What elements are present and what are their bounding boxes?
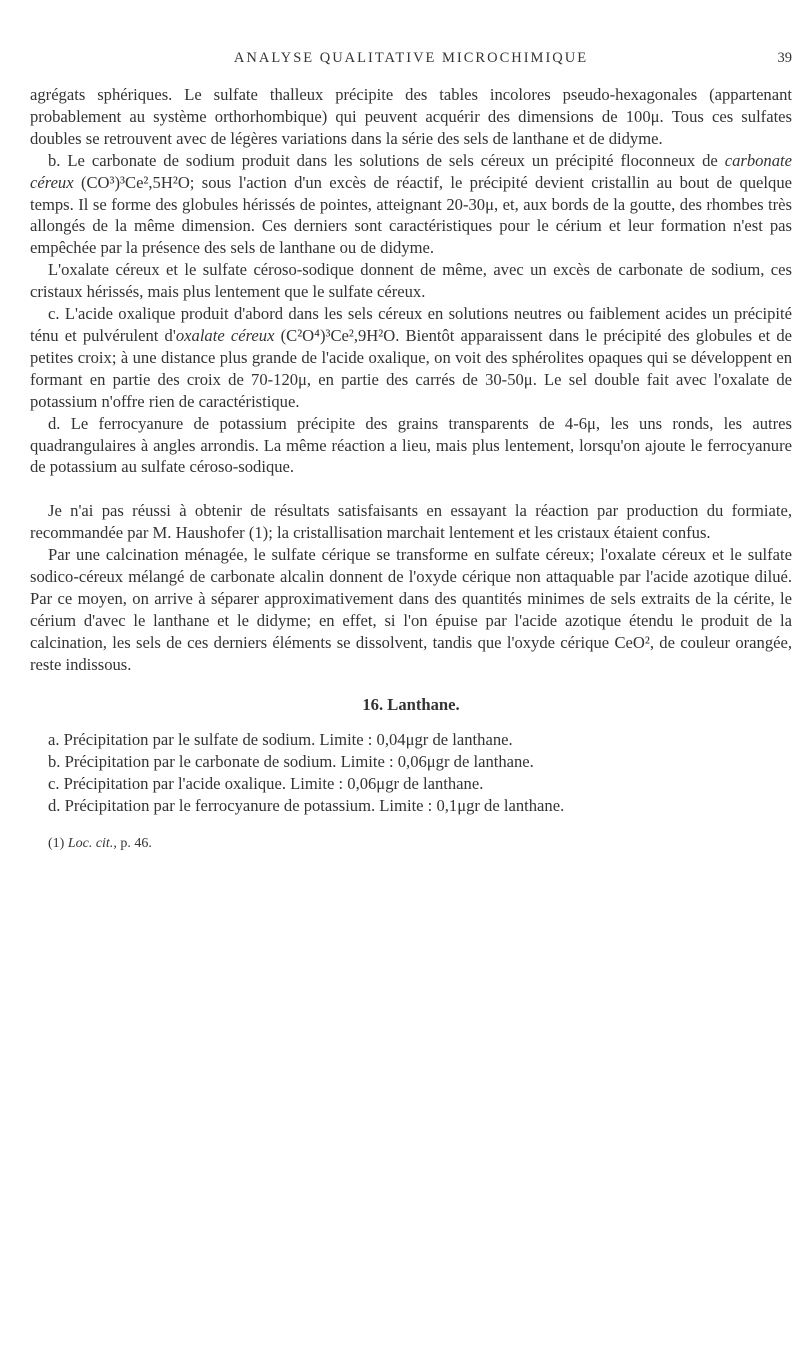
- list-item: c. Précipitation par l'acide oxalique. Limite : 0,06μgr de lanthane.: [48, 774, 484, 794]
- paragraph-text: (CO³)³Ce²,5H²O; sous l'action d'un excès de réactif, le précipité devient cristallin au bout de quelque temps. Il se forme des globules hérissés de pointes, atteignant 20-30μ, et, aux bords de la goutte, des rhombes très allongés de la même dimension. Ces derniers sont caractéristiques pour le cérium et leur formation n'est pas empêchée par la présence des sels de lanthane ou de didyme.: [30, 172, 792, 258]
- page-number: 39: [777, 50, 792, 66]
- paragraph-text: b. Le carbonate de sodium produit dans les solutions de sels céreux un précipité floconneux de: [48, 150, 725, 170]
- paragraph: Par une calcination ménagée, le sulfate cérique se transforme en sulfate céreux; l'oxalate céreux et le sulfate sodico-céreux mélangé de carbonate alcalin donnent de l'oxyde cérique non attaquable par l'acide azotique dilué. Par ce moyen, on arrive à séparer approximativement dans des quantités minimes de sels extraits de la cérite, le cérium d'avec le lanthane et le didyme; en effet, si l'on épuise par l'acide azotique étendu le produit de la calcination, les sels de ces derniers éléments se dissolvent, tandis que l'oxyde cérique CeO², de couleur orangée, reste indissous.: [30, 545, 792, 674]
- paragraph: agrégats sphériques. Le sulfate thalleux précipite des tables incolores pseudo-hexagonales (appartenant probablement au système orthorhombique) qui peuvent acquérir des dimensions de 100μ. Tous ces sulfates doubles se retrouvent avec de légères variations dans la série des sels de lanthane et de didyme.: [30, 85, 792, 148]
- footnote-text: , p. 46.: [113, 836, 152, 852]
- running-header: [30, 50, 792, 74]
- footnote-citation: Loc. cit.: [67, 836, 114, 852]
- paragraph: [30, 150, 792, 260]
- paragraph: [30, 303, 792, 413]
- section-title: 16. Lanthane.: [362, 694, 460, 714]
- reaction-list: [30, 729, 792, 817]
- footnote-marker: (1): [48, 836, 65, 852]
- list-item: a. Précipitation par le sulfate de sodium. Limite : 0,04μgr de lanthane.: [48, 730, 513, 750]
- emphasis: oxalate céreux: [175, 325, 275, 345]
- paragraph: L'oxalate céreux et le sulfate céroso-sodique donnent de même, avec un excès de carbonate de sodium, ces cristaux hérissés, mais plus lentement que le sulfate céreux.: [30, 260, 792, 302]
- body-text: [30, 84, 792, 853]
- paragraph-text: (C²O⁴)³Ce²,9H²O. Bientôt apparaissent dans le précipité des globules et de petites croix; à une distance plus grande de l'acide oxalique, on voit des sphérolites opaques qui se développent en formant en partie des croix de 70-120μ, en partie des carrés de 30-50μ. Le sel double fait avec l'oxalate de potassium n'offre rien de caractéristique.: [30, 325, 793, 411]
- list-item: d. Précipitation par le ferrocyanure de potassium. Limite : 0,1μgr de lanthane.: [48, 796, 565, 816]
- list-item: b. Précipitation par le carbonate de sodium. Limite : 0,06μgr de lanthane.: [48, 752, 534, 772]
- running-title: ANALYSE QUALITATIVE MICROCHIMIQUE: [233, 50, 589, 66]
- paragraph: d. Le ferrocyanure de potassium précipite des grains transparents de 4-6μ, les uns ronds, les autres quadrangulaires à angles arrondis. La même réaction a lieu, mais plus lentement, lorsqu'on ajoute le ferrocyanure de potassium au sulfate céroso-sodique.: [30, 413, 792, 477]
- spacer: [30, 478, 792, 500]
- paragraph-text: c. L'acide oxalique produit d'abord dans les sels céreux en solutions neutres ou faiblement acides un précipité ténu et pulvérulent d': [30, 304, 792, 345]
- emphasis: carbonate céreux: [30, 150, 792, 192]
- footnote: [30, 835, 792, 853]
- paragraph: Je n'ai pas réussi à obtenir de résultats satisfaisants en essayant la réaction par production du formiate, recommandée par M. Haushofer (1); la cristallisation marchait lentement et les cristaux étaient confus.: [30, 501, 792, 543]
